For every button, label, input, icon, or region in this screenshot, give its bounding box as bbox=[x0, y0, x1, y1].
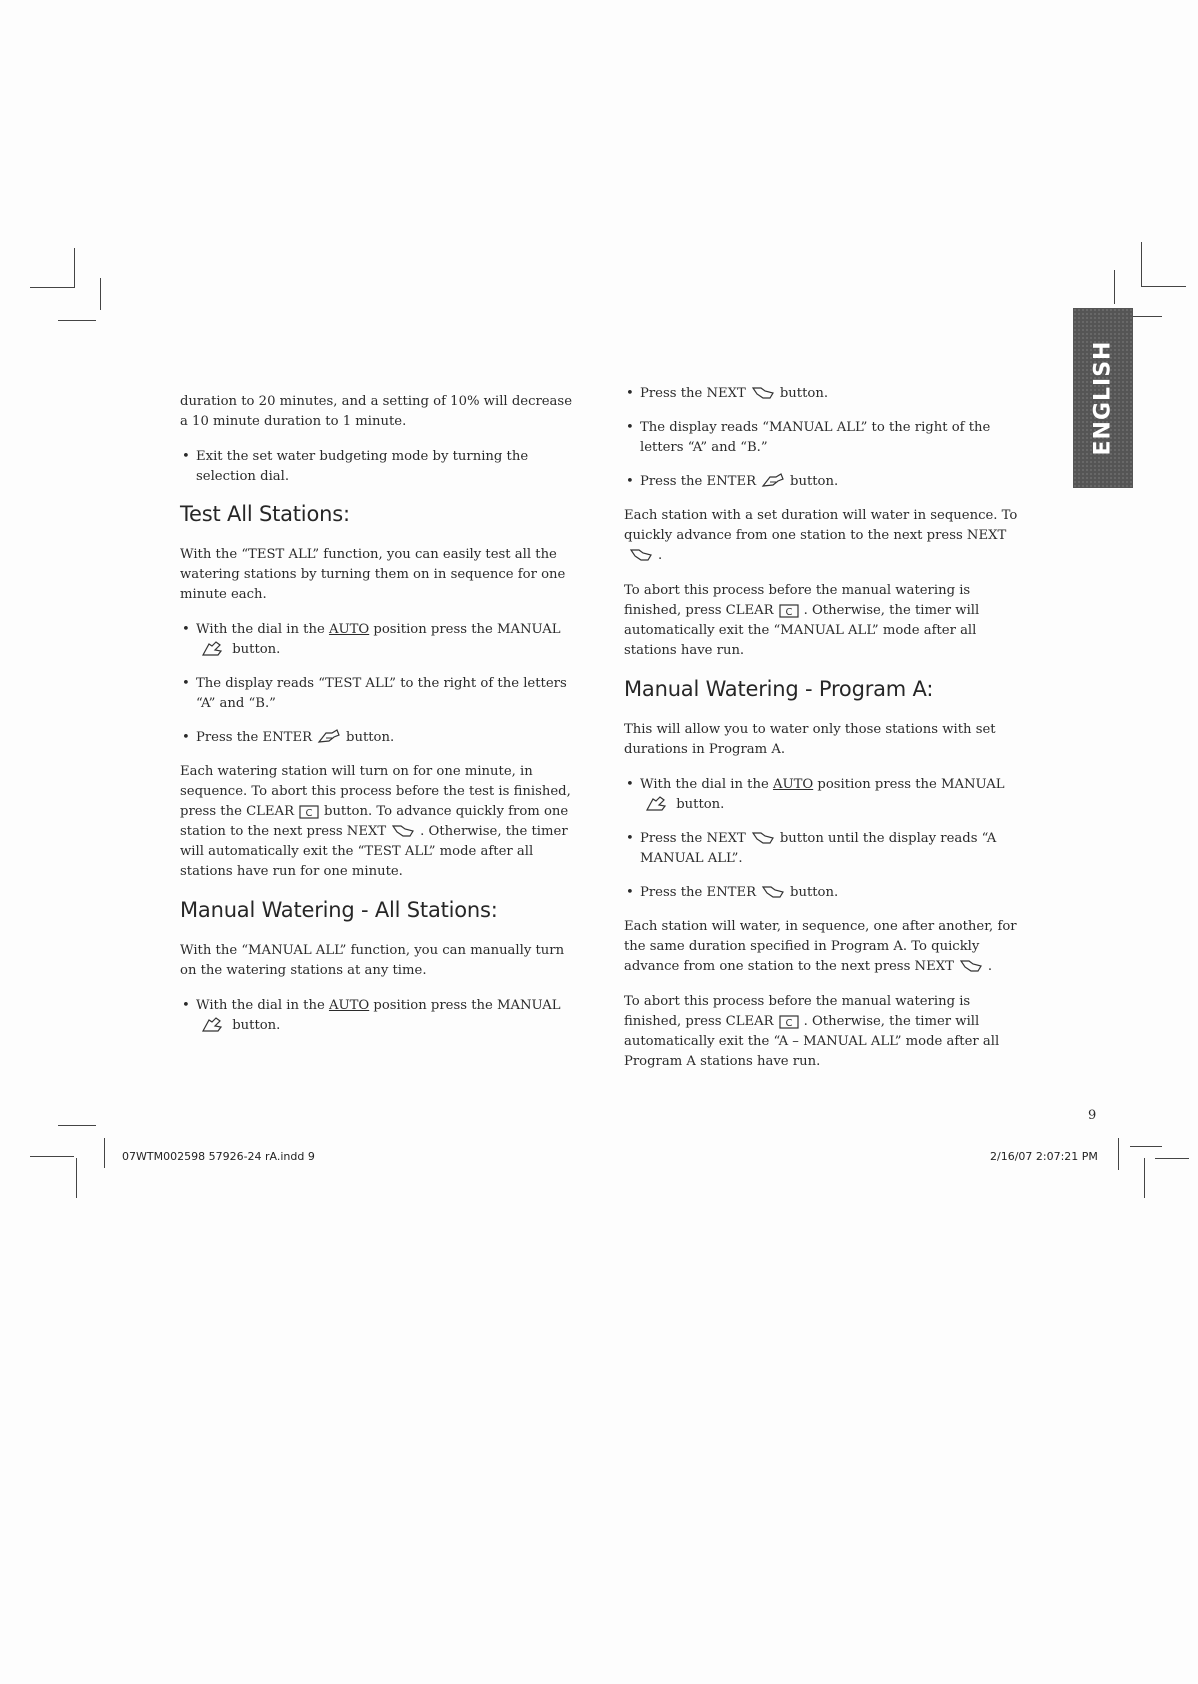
svg-text:C: C bbox=[305, 808, 313, 819]
list-item bbox=[624, 775, 1019, 815]
list-item bbox=[180, 447, 575, 487]
crop-mark bbox=[1144, 1158, 1145, 1198]
crop-mark bbox=[58, 320, 96, 321]
auto-label: AUTO bbox=[772, 777, 814, 792]
step-text: button until the display reads “A MANUAL ALL”. bbox=[640, 831, 997, 866]
auto-label: AUTO bbox=[328, 998, 370, 1013]
program-a-steps bbox=[624, 775, 1019, 903]
para-text: Each station will water, in sequence, one after another, for the same duration specified in Program A. To quickly advance from one station to the next press NEXT bbox=[624, 919, 1017, 974]
para-text: . Otherwise, the timer will automatically exit the “A – MANUAL ALL” mode after all Program A stations have run. bbox=[624, 1014, 1000, 1069]
step-text: Press the NEXT bbox=[640, 386, 746, 401]
step-text: Press the ENTER bbox=[640, 885, 757, 900]
list-item bbox=[180, 674, 575, 714]
language-side-tab bbox=[1073, 308, 1133, 488]
list-item bbox=[180, 620, 575, 660]
enter-hand-icon bbox=[317, 729, 341, 745]
crop-mark bbox=[1130, 316, 1162, 317]
section-title-test-all: Test All Stations: bbox=[180, 502, 350, 526]
manual-hand-icon bbox=[645, 796, 667, 812]
step-text: With the dial in the bbox=[640, 777, 769, 792]
manual-hand-icon bbox=[201, 641, 223, 657]
next-hand-icon bbox=[959, 958, 983, 974]
step-text: button. bbox=[790, 885, 839, 900]
manual-all-intro: With the “MANUAL ALL” function, you can manually turn on the watering stations at any time. bbox=[180, 943, 565, 978]
intro-paragraph: duration to 20 minutes, and a setting of 10% will decrease a 10 minute duration to 1 minute. bbox=[180, 394, 572, 429]
manual-all-paragraph bbox=[624, 506, 1019, 566]
program-a-intro: This will allow you to water only those stations with set durations in Program A. bbox=[624, 722, 996, 757]
page-number: 9 bbox=[1088, 1108, 1097, 1123]
test-all-paragraph bbox=[180, 762, 575, 882]
next-hand-icon bbox=[761, 884, 785, 900]
left-column bbox=[180, 392, 575, 1050]
svg-text:C: C bbox=[785, 1018, 793, 1029]
step-text: Press the ENTER bbox=[640, 474, 757, 489]
para-text: . bbox=[658, 548, 663, 563]
next-hand-icon bbox=[391, 823, 415, 839]
step-text: Press the NEXT bbox=[640, 831, 746, 846]
crop-mark bbox=[74, 248, 75, 288]
crop-mark bbox=[1118, 1138, 1119, 1170]
crop-mark bbox=[76, 1158, 77, 1198]
list-item bbox=[624, 384, 1019, 404]
crop-mark bbox=[104, 1138, 105, 1168]
list-item bbox=[624, 883, 1019, 903]
manual-hand-icon bbox=[201, 1017, 223, 1033]
test-all-steps bbox=[180, 620, 575, 748]
para-text: . Otherwise, the timer will automatically exit the “MANUAL ALL” mode after all stations have run. bbox=[624, 603, 980, 658]
section-title-program-a: Manual Watering - Program A: bbox=[624, 677, 934, 701]
clear-key-icon bbox=[779, 604, 799, 618]
clear-key-icon bbox=[299, 805, 319, 819]
step-text: position press the MANUAL bbox=[373, 998, 561, 1013]
clear-key-icon bbox=[779, 1015, 799, 1029]
manual-all-steps bbox=[180, 996, 575, 1036]
next-hand-icon bbox=[629, 547, 653, 563]
footer-timestamp: 2/16/07 2:07:21 PM bbox=[990, 1150, 1098, 1163]
para-text: To abort this process before the manual watering is finished, press CLEAR bbox=[624, 994, 971, 1029]
crop-mark bbox=[1141, 286, 1186, 287]
step-text: button. bbox=[676, 797, 725, 812]
bullet-list bbox=[180, 447, 575, 487]
step-text: With the dial in the bbox=[196, 998, 325, 1013]
crop-mark bbox=[30, 1156, 74, 1157]
list-item bbox=[624, 418, 1019, 458]
crop-mark bbox=[58, 1125, 96, 1126]
step-text: The display reads “TEST ALL” to the right of the letters “A” and “B.” bbox=[196, 676, 567, 711]
crop-mark bbox=[1114, 270, 1115, 304]
crop-mark bbox=[1130, 1146, 1162, 1147]
bullet-text: Exit the set water budgeting mode by turning the selection dial. bbox=[196, 449, 529, 484]
list-item bbox=[624, 829, 1019, 869]
right-column bbox=[624, 384, 1019, 1087]
para-text: Each station with a set duration will water in sequence. To quickly advance from one station to the next press NEXT bbox=[624, 508, 1018, 543]
list-item bbox=[180, 996, 575, 1036]
crop-mark bbox=[1155, 1158, 1189, 1159]
step-text: button. bbox=[232, 1018, 281, 1033]
list-item bbox=[624, 472, 1019, 492]
test-all-intro: With the “TEST ALL” function, you can easily test all the watering stations by turning them on in sequence for one minute each. bbox=[180, 547, 566, 602]
crop-mark bbox=[30, 287, 74, 288]
manual-all-steps-continued bbox=[624, 384, 1019, 492]
auto-label: AUTO bbox=[328, 622, 370, 637]
step-text: button. bbox=[790, 474, 839, 489]
section-title-manual-all: Manual Watering - All Stations: bbox=[180, 898, 498, 922]
list-item bbox=[180, 728, 575, 748]
step-text: position press the MANUAL bbox=[373, 622, 561, 637]
para-text: Each watering station will turn on for one minute, in sequence. To abort this process before the test is finished, press the CLEAR bbox=[180, 764, 571, 819]
side-tab-label: ENGLISH bbox=[1090, 340, 1116, 456]
step-text: The display reads “MANUAL ALL” to the right of the letters “A” and “B.” bbox=[640, 420, 991, 455]
step-text: position press the MANUAL bbox=[817, 777, 1005, 792]
step-text: Press the ENTER bbox=[196, 730, 313, 745]
manual-all-abort-paragraph bbox=[624, 581, 1019, 661]
enter-hand-icon bbox=[761, 473, 785, 489]
footer-file-info: 07WTM002598 57926-24 rA.indd 9 bbox=[122, 1150, 315, 1163]
para-text: . bbox=[987, 959, 993, 974]
step-text: With the dial in the bbox=[196, 622, 325, 637]
crop-mark bbox=[1141, 242, 1142, 286]
svg-text:C: C bbox=[785, 607, 793, 618]
program-a-abort-paragraph bbox=[624, 992, 1019, 1072]
para-text: To abort this process before the manual watering is finished, press CLEAR bbox=[624, 583, 971, 618]
para-text: . Otherwise, the timer will automatically exit the “TEST ALL” mode after all stations have run for one minute. bbox=[180, 824, 568, 879]
crop-mark bbox=[100, 278, 101, 310]
para-text: button. To advance quickly from one station to the next press NEXT bbox=[180, 804, 569, 839]
step-text: button. bbox=[346, 730, 395, 745]
step-text: button. bbox=[779, 386, 829, 401]
program-a-paragraph bbox=[624, 917, 1019, 977]
next-hand-icon bbox=[751, 830, 775, 846]
step-text: button. bbox=[232, 642, 281, 657]
next-hand-icon bbox=[751, 385, 775, 401]
